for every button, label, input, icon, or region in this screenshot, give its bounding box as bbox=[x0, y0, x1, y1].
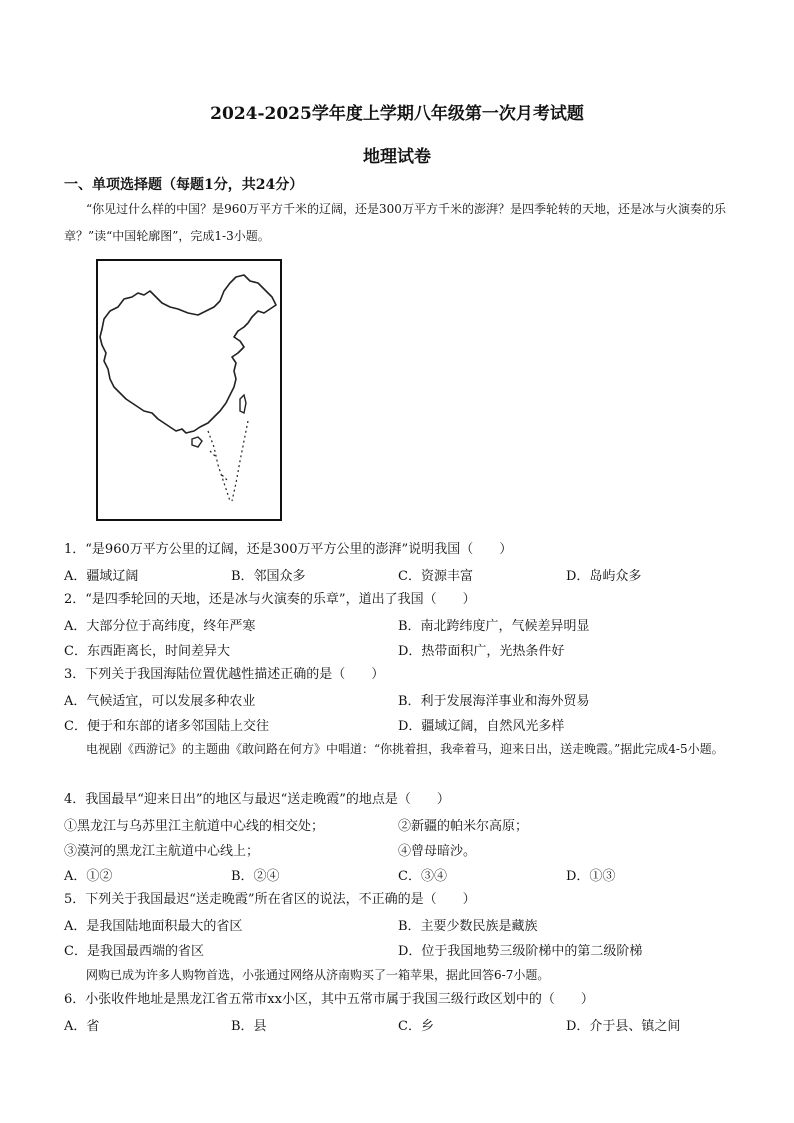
section-heading: 一、单项选择题（每题1分，共24分） bbox=[64, 177, 304, 193]
exam-subtitle: 地理试卷 bbox=[363, 147, 431, 167]
intro-passage-2-text: 电视剧《西游记》的主题曲《敢问路在何方》中唱道：“你挑着担，我牵着马，迎来日出，送走晚霞。”据此完成4-5小题。 bbox=[86, 742, 724, 756]
q5-option-a[interactable]: A．是我国陆地面积最大的省区 bbox=[64, 919, 243, 934]
question-1-options bbox=[64, 565, 734, 585]
china-mainland-outline bbox=[100, 275, 276, 433]
q2-option-c[interactable]: C．东西距离长，时间差异大 bbox=[64, 644, 230, 659]
question-4-options bbox=[64, 865, 734, 885]
question-4-choices-row1 bbox=[64, 815, 734, 835]
intro-passage-3-text: 网购已成为许多人购物首选，小张通过网络从济南购买了一箱苹果，据此回答6-7小题。 bbox=[86, 968, 550, 982]
q1-option-d[interactable]: D．岛屿众多 bbox=[566, 569, 642, 584]
question-1-stem: 1．“是960万平方公里的辽阔，还是300万平方公里的澎湃”说明我国（ ） bbox=[64, 542, 513, 557]
q4-option-a[interactable]: A．①② bbox=[64, 869, 113, 884]
q1-option-c[interactable]: C．资源丰富 bbox=[398, 569, 473, 584]
q3-option-a[interactable]: A．气候适宜，可以发展多种农业 bbox=[64, 694, 256, 709]
q4-option-c[interactable]: C．③④ bbox=[398, 869, 447, 884]
question-5-stem: 5．下列关于我国最迟“送走晚霞”所在省区的说法，不正确的是（ ） bbox=[64, 892, 476, 907]
exam-title: 2024-2025学年度上学期八年级第一次月考试题 bbox=[210, 104, 584, 124]
question-4-stem: 4．我国最早“迎来日出”的地区与最迟“送走晚霞”的地点是（ ） bbox=[64, 792, 450, 807]
china-outline-svg bbox=[98, 261, 280, 519]
q4-choice-2: ②新疆的帕米尔高原； bbox=[398, 819, 529, 834]
q4-option-d[interactable]: D．①③ bbox=[566, 869, 616, 884]
question-5-options-row2 bbox=[64, 940, 734, 960]
question-5-options-row1 bbox=[64, 915, 734, 935]
q3-option-d[interactable]: D．疆域辽阔，自然风光多样 bbox=[398, 719, 565, 734]
q1-option-b[interactable]: B．邻国众多 bbox=[231, 569, 306, 584]
question-2-stem: 2．“是四季轮回的天地，还是冰与火演奏的乐章”，道出了我国（ ） bbox=[64, 592, 476, 607]
question-6-options bbox=[64, 1015, 734, 1035]
q5-option-b[interactable]: B．主要少数民族是藏族 bbox=[398, 919, 538, 934]
q4-choice-3: ③漠河的黑龙江主航道中心线上； bbox=[64, 844, 260, 859]
q6-option-c[interactable]: C．乡 bbox=[398, 1019, 434, 1034]
q3-option-b[interactable]: B．利于发展海洋事业和海外贸易 bbox=[398, 694, 590, 709]
question-4-choices-row2 bbox=[64, 840, 734, 860]
q5-option-c[interactable]: C．是我国最西端的省区 bbox=[64, 944, 204, 959]
q2-option-a[interactable]: A．大部分位于高纬度，终年严寒 bbox=[64, 619, 256, 634]
q1-option-a[interactable]: A．疆域辽阔 bbox=[64, 569, 139, 584]
q6-option-a[interactable]: A．省 bbox=[64, 1019, 100, 1034]
question-6-stem: 6．小张收件地址是黑龙江省五常市xx小区，其中五常市属于我国三级行政区划中的（ ） bbox=[64, 992, 594, 1007]
intro-passage-3 bbox=[64, 962, 732, 989]
south-china-sea-islands bbox=[208, 421, 248, 501]
question-3-options-row1 bbox=[64, 690, 734, 710]
intro-passage-1 bbox=[64, 196, 732, 250]
intro-passage-2 bbox=[64, 736, 732, 763]
q2-option-b[interactable]: B．南北跨纬度广，气候差异明显 bbox=[398, 619, 590, 634]
hainan-island bbox=[192, 437, 202, 447]
q4-choice-1: ①黑龙江与乌苏里江主航道中心线的相交处； bbox=[64, 819, 325, 834]
q2-option-d[interactable]: D．热带面积广，光热条件好 bbox=[398, 644, 565, 659]
question-2-options-row2 bbox=[64, 640, 734, 660]
question-3-stem: 3．下列关于我国海陆位置优越性描述正确的是（ ） bbox=[64, 667, 385, 682]
q3-option-c[interactable]: C．便于和东部的诸多邻国陆上交往 bbox=[64, 719, 269, 734]
q6-option-d[interactable]: D．介于县、镇之间 bbox=[566, 1019, 681, 1034]
question-2-options-row1 bbox=[64, 615, 734, 635]
taiwan-island bbox=[240, 395, 246, 413]
q4-choice-4: ④曾母暗沙。 bbox=[398, 844, 477, 859]
china-outline-map bbox=[96, 259, 282, 521]
q6-option-b[interactable]: B．县 bbox=[231, 1019, 267, 1034]
question-3-options-row2 bbox=[64, 715, 734, 735]
q5-option-d[interactable]: D．位于我国地势三级阶梯中的第二级阶梯 bbox=[398, 944, 643, 959]
intro-passage-1-text: “你见过什么样的中国？是960万平方千米的辽阔，还是300万平方千米的澎湃？是四季轮转的天地，还是冰与火演奏的乐章？”读“中国轮廓图”，完成1-3小题。 bbox=[64, 202, 726, 243]
q4-option-b[interactable]: B．②④ bbox=[231, 869, 280, 884]
